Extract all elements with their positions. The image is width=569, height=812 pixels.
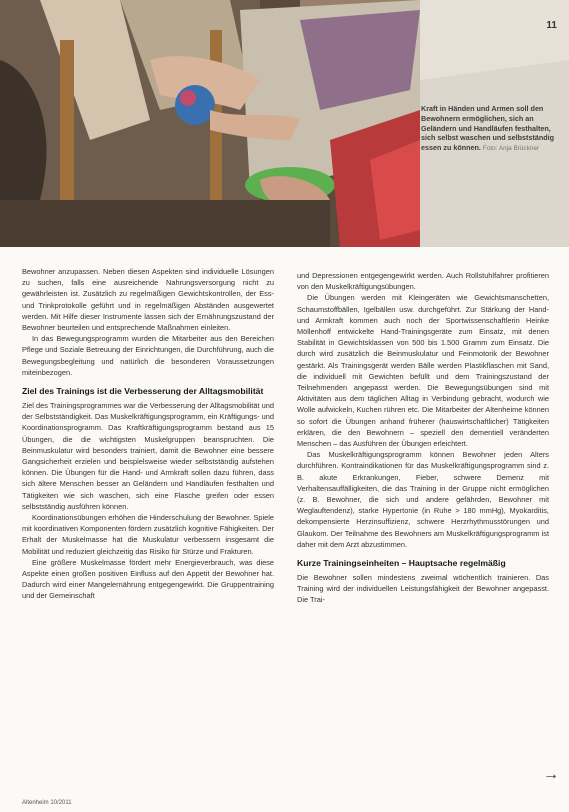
left-paragraph-5: Eine größere Muskelmasse fördert mehr Energieverbrauch, was diese Aspekte einen großen positiven Einfluss auf den Appetit der Bewohner hat. Dadurch wird einer Mangelernährung entgegengewirkt. Die Gruppentraining und der Gemeinschaft — [22, 557, 274, 601]
right-paragraph-2: Die Übungen werden mit Kleingeräten wie Gewichtsmanschetten, Schaumstoffbällen, Igelbällen usw. durchgeführt. Zur Stärkung der Hand- und Armkraft kommen auch noch der Sportwissenschaftlerin Heinke Möllenhoff entwickelte Hand-Trainingsgeräte zum Einsatz, mit denen Stabilität in Gewichtsklassen von 500 bis 1.500 Gramm zum Einsatz. Die durch wird zusätzlich die Beinmuskulatur und Feinmotorik der Bewohner gestärkt. Als Trainingsgerät werden Bälle werden Plastikflaschen mit Sand, die individuell mit Gewichten befüllt und dem Trainingszustand der Teilnehmenden angepasst werden. Die Bewegungsübungen sind mit Aktivitäten aus dem täglichen Alltag in Verbindung gebracht, wodurch wie Wolle aufwickeln, Kuchen rühren etc. Die Mitarbeiter der Altenheime können so sofort die Übungen anhand früherer (hauswirtschaftlicher) Tätigkeiten erklären, die den Bewohnern – speziell den dementiell veränderten Menschen – das Ausführen der Übungen erleichtert. — [297, 293, 549, 449]
section-heading-training-goal: Ziel des Trainings ist die Verbesserung der Alltagsmobilität — [22, 386, 264, 397]
right-paragraph-1: und Depressionen entgegengewirkt werden. Auch Rollstuhlfahrer profitieren von den Muskelkräftigungsübungen. — [297, 271, 549, 292]
right-paragraph-3: Das Muskelkräftigungsprogramm können Bewohner jeden Alters durchführen. Kontraindikationen für das Muskelkräftigungsprogramm sind z. B. akute Erkrankungen, Fieber, schwere Demenz mit Verhaltensauffälligkeiten, die das Training in der Gruppe nicht ermöglichen (z. B. Bewohner, die sich und andere gefährden, Bewohner mit Weglauftendenz), starke Hypertonie (in Ruhe > 180 mmHg), Myokarditis, dekompensierte Herzinsuffizienz, schwere Herzrhythmusstörungen und Glaukom. Der Teilnahme des Bewohners am Muskelkräftigungsprogramm ist daher mit dem Arzt abzustimmen. — [297, 450, 549, 549]
left-paragraph-3: Ziel des Trainingsprogrammes war die Verbesserung der Alltagsmobilität und der Selbstständigkeit. Das Muskelkräftigungsprogramm, ein Kräftigungs- und Koordinationsprogramm. Das Kraftkräftigungsprogramm bestand aus 15 Übungen, die die wichtigsten Muskelgruppen beanspruchten. Die Beinmuskulatur wird besonders trainiert, damit die Bewohner eine bessere Gangsicherheit erzielen und beispielsweise wieder selbstständig aufstehen können. Die Übungen für die Hand- und Armkraft sollen dazu führen, dass sich ältere Menschen besser an Geländern und Handläufen festhalten und Tätigkeiten wie sich waschen, sich eine Flasche greifen oder essen selbstständig ausführen können. — [22, 401, 274, 511]
left-column — [22, 266, 274, 602]
footer-text: Altenheim 10/2011 — [22, 800, 72, 806]
page-number: 11 — [546, 20, 557, 31]
caption-text: Kraft in Händen und Armen soll den Bewohnern ermöglichen, sich an Geländern und Handläufen festhalten, sich selbst waschen und selbstständig essen zu können. — [421, 104, 555, 153]
hero-photo — [0, 0, 569, 247]
section-heading-short-sessions: Kurze Trainingseinheiten – Hauptsache regelmäßig — [297, 558, 506, 569]
left-paragraph-2: In das Bewegungsprogramm wurden die Mitarbeiter aus den Bereichen Pflege und Soziale Betreuung der Einrichtungen, die Durchführung, auch die Bewegungsbegleitung und natürlich die besonderen Voraussetzungen miteinbezogen. — [22, 334, 274, 377]
left-paragraph-4: Koordinationsübungen erhöhen die Hinderschulung der Bewohner. Spiele mit koordinativen Komponenten fördern zusätzlich kognitive Fähigkeiten. Der Erhalt der Muskelmasse hat die Muskulatur verbessern insgesamt die Mobilität und reduziert gleichzeitig das Risiko für Stürze und Frakturen. — [22, 513, 274, 556]
left-paragraph-1: Bewohner anzupassen. Neben diesen Aspekten sind individuelle Lösungen zu suchen, falls eine ausreichende Nahrungsversorgung nicht zu gewährleisten ist. Zusätzlich zu regelmäßigen Gewichtskontrollen, der Ess- und Trinkprotokolle geführt und in regelmäßigen Abständen ausgewertet werden. Mit Hilfe dieser Instrumente lassen sich der Ernährungszustand der Bewohner beurteilen und entsprechende Maßnahmen einleiten. — [22, 267, 274, 333]
next-page-arrow-icon[interactable]: → — [543, 766, 559, 783]
photo-caption — [421, 104, 561, 154]
right-column — [297, 270, 549, 606]
right-paragraph-4: Die Bewohner sollen mindestens zweimal wöchentlich trainieren. Das Training wird der individuellen Leistungsfähigkeit der Bewohner angepasst. Die Trai- — [297, 573, 549, 605]
caption-credit: Foto: Anja Brückner — [482, 145, 540, 153]
